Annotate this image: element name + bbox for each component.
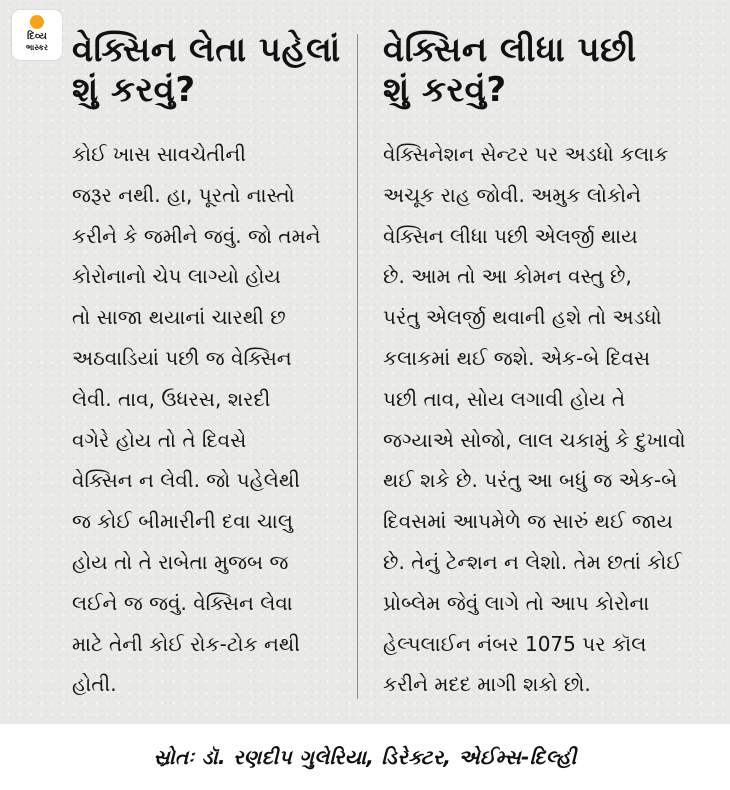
body-line: કરીને કે જમીને જવું. જો તમને [72, 223, 321, 248]
after-vaccine-heading [383, 30, 718, 110]
body-line: કોઈ ખાસ સાવચેતીની [72, 142, 246, 166]
body-line: પ્રોબ્લેમ જેવું લાગે તો આપ કોરોના [383, 590, 650, 615]
body-line: જ કોઈ બીમારીની દવા ચાલુ [72, 509, 293, 534]
body-line: જગ્યાએ સોજો, લાલ ચકામું કે દુખાવો [383, 427, 686, 452]
heading-line: વેક્સિન લેતા પહેલાં [72, 30, 341, 70]
body-line: હોતી. [72, 672, 117, 697]
body-line: વેક્સિન લીધા પછી એલર્જી થાય [383, 223, 638, 248]
before-vaccine-column [72, 30, 352, 697]
body-line: કોરોનાનો ચેપ લાગ્યો હોય [72, 264, 281, 289]
column-divider [357, 34, 358, 699]
body-line: તો સાજા થયાનાં ચારથી છ [72, 305, 286, 330]
source-footer [0, 724, 730, 790]
body-line: વેક્સિન ન લેવી. જો પહેલેથી [72, 468, 300, 493]
body-line: અઠવાડિયાં પછી જ વેક્સિન [72, 345, 292, 370]
body-line: છે. આમ તો આ કોમન વસ્તુ છે, [383, 264, 632, 289]
logo-text-line2: ભાસ્કર [25, 43, 49, 52]
sun-icon [30, 15, 44, 29]
heading-line: શું કરવું? [383, 70, 507, 110]
body-line: લઈને જ જવું. વેક્સિન લેવા [72, 590, 293, 615]
body-line: હોય તો તે રાબેતા મુજબ જ [72, 549, 289, 574]
heading-line: વેક્સિન લીધા પછી [383, 30, 637, 70]
source-credit: સ્રોતઃ ડૉ. રણદીપ ગુલેરિયા, ડિરેક્ટર, એઈમ્સ-દિલ્હી [153, 745, 577, 769]
body-line: પછી તાવ, સોય લગાવી હોય તે [383, 386, 626, 411]
body-line: પરંતુ એલર્જી થવાની હશે તો અડધો [383, 305, 662, 330]
body-line: છે. તેનું ટેન્શન ન લેશો. તેમ છતાં કોઈ [383, 549, 682, 574]
body-line: થઈ શકે છે. પરંતુ આ બધું જ એક-બે [383, 468, 678, 493]
body-line: કલાકમાં થઈ જશે. એક-બે દિવસ [383, 345, 651, 370]
body-line: કરીને મદદ માગી શકો છો. [383, 672, 591, 697]
body-line: વેક્સિનેશન સેન્ટર પર અડધો કલાક [383, 142, 669, 166]
body-line: દિવસમાં આપમેળે જ સારું થઈ જાય [383, 509, 673, 534]
before-vaccine-body [72, 134, 321, 705]
heading-line: શું કરવું? [72, 70, 196, 110]
divya-bhaskar-logo [12, 10, 62, 60]
body-line: જરૂર નથી. હા, પૂરતો નાસ્તો [72, 182, 295, 207]
body-line: હેલ્પલાઈન નંબર 1075 પર કૉલ [383, 631, 647, 656]
body-line: લેવી. તાવ, ઉધરસ, શરદી [72, 386, 271, 411]
logo-text-line1: દિવ્ય [27, 31, 47, 42]
after-vaccine-body [383, 134, 686, 705]
body-line: માટે તેની કોઈ રોક-ટોક નથી [72, 631, 300, 656]
before-vaccine-heading [72, 30, 352, 110]
body-line: વગેરે હોય તો તે દિવસે [72, 427, 247, 452]
body-line: અચૂક રાહ જોવી. અમુક લોકોને [383, 182, 642, 207]
after-vaccine-column [383, 30, 718, 697]
